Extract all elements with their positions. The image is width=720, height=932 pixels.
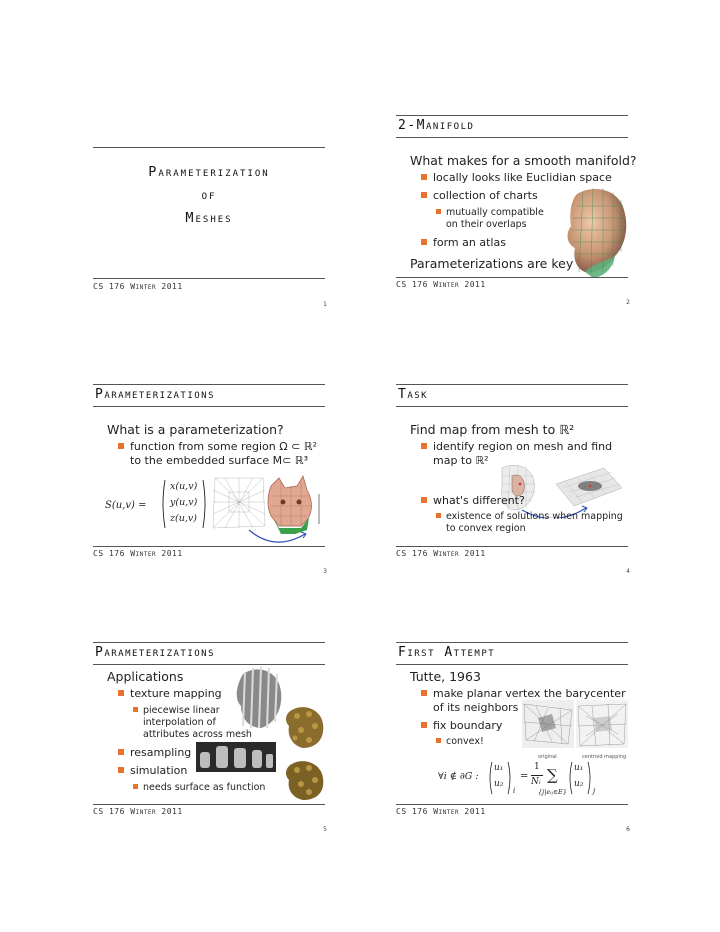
eq-u2-right: u₂ — [574, 779, 584, 789]
slide-divider — [93, 406, 325, 407]
page-number: 1 — [323, 301, 327, 308]
slide-footer: CS 176 Winter 2011 — [93, 549, 183, 558]
bullet-simulation: simulation — [130, 764, 188, 777]
title-line-2: of — [201, 187, 217, 203]
slide-1 — [93, 147, 325, 340]
title-line-1: Parameterization — [148, 164, 270, 180]
cat-image-credit-mark — [318, 494, 320, 524]
head-chart-figure — [563, 186, 631, 278]
slide-3 — [93, 384, 325, 577]
heading: What is a parameterization? — [107, 422, 284, 437]
bullet-identify-cont: map to ℝ² — [433, 454, 489, 467]
bullet-resampling: resampling — [130, 746, 192, 759]
textured-head-figure — [283, 704, 325, 750]
title-line-3: Meshes — [185, 210, 233, 226]
eq-frac-den: Nᵢ — [531, 777, 541, 787]
slide-divider — [93, 546, 325, 547]
slide-title: Parameterizations — [95, 645, 216, 660]
cat-head-mapping-figure — [209, 472, 321, 550]
sub-bullet-overlaps: on their overlaps — [446, 219, 527, 230]
bullet-different: what's different? — [433, 494, 525, 507]
eq-u2-left: u₂ — [494, 779, 504, 789]
label-centroid-mapping: centroid mapping — [582, 754, 627, 760]
eq-u1-right: u₁ — [574, 763, 584, 773]
bullet-function: function from some region Ω ⊂ ℝ² — [130, 440, 317, 453]
slide-divider — [93, 384, 325, 385]
page-number: 5 — [323, 826, 327, 833]
heading: Tutte, 1963 — [410, 669, 481, 684]
eq-u1-left: u₁ — [494, 763, 504, 773]
page-number: 6 — [626, 826, 630, 833]
eq-lhs: S(u,v) = — [105, 500, 147, 511]
page-number: 4 — [626, 568, 630, 575]
eq-sum-sub: {j|eᵢⱼ∈E} — [538, 788, 567, 796]
bullet-barycenter-cont: of its neighbors — [433, 701, 519, 714]
heading: Find map from mesh to ℝ² — [410, 422, 575, 437]
slide-divider — [93, 642, 325, 643]
eq-frac-num: 1 — [534, 762, 540, 772]
tutte-mesh-figure — [522, 700, 628, 750]
slide-2 — [396, 115, 637, 308]
resampling-figure — [196, 742, 276, 772]
sub-bullet-convex: to convex region — [446, 523, 526, 534]
eq-sum: ∑ — [547, 766, 558, 784]
slide-divider — [396, 804, 628, 805]
bullet-identify: identify region on mesh and find — [433, 440, 613, 453]
bullet-fix-boundary: fix boundary — [433, 719, 503, 732]
slide-divider — [396, 406, 628, 407]
eq-i: i — [513, 787, 516, 795]
slide-divider — [93, 278, 325, 279]
bullet-atlas: form an atlas — [433, 236, 506, 249]
sub-bullet-convex: convex! — [446, 736, 484, 747]
eq-j: j — [593, 787, 596, 795]
simulation-head-figure — [283, 758, 325, 802]
heading: What makes for a smooth manifold? — [410, 153, 637, 168]
eq-z: z(u,v) — [170, 513, 197, 524]
ear-mapping-figure — [494, 462, 624, 518]
sub-bullet-compatible: mutually compatible — [446, 207, 544, 218]
eq-equals: = — [520, 771, 529, 782]
slide-divider — [396, 642, 628, 643]
slide-divider — [396, 137, 628, 138]
sub-bullet-existence: existence of solutions when mapping — [446, 511, 623, 522]
sub-bullet-attributes: attributes across mesh — [143, 729, 252, 740]
heading: Applications — [107, 669, 184, 684]
slide-divider — [396, 546, 628, 547]
slide-title: 2-Manifold — [398, 118, 475, 133]
bullet-euclidian: locally looks like Euclidian space — [433, 171, 612, 184]
eq-frac-bar — [531, 775, 543, 776]
label-original: original — [538, 754, 557, 760]
bullet-barycenter: make planar vertex the barycenter — [433, 687, 626, 700]
slide-footer: CS 176 Winter 2011 — [93, 282, 183, 291]
slide-divider — [396, 277, 628, 278]
sub-bullet-linear: piecewise linear — [143, 705, 220, 716]
slide-footer: CS 176 Winter 2011 — [93, 807, 183, 816]
slide-divider — [396, 384, 628, 385]
bullet-texture: texture mapping — [130, 687, 222, 700]
slide-4 — [396, 384, 628, 577]
bullet-charts: collection of charts — [433, 189, 538, 202]
slide-divider — [93, 664, 325, 665]
slide-divider — [93, 147, 325, 148]
page-number: 3 — [323, 568, 327, 575]
slide-footer: CS 176 Winter 2011 — [396, 807, 486, 816]
slide-title: Parameterizations — [95, 387, 216, 402]
sub-bullet-function: needs surface as function — [143, 782, 266, 793]
slide-divider — [93, 804, 325, 805]
slide-5 — [93, 642, 325, 835]
slide-title: Task — [398, 387, 429, 402]
slide-title: First Attempt — [398, 645, 496, 660]
slide-divider — [396, 664, 628, 665]
eq-y: y(u,v) — [170, 497, 198, 508]
striped-head-figure — [233, 666, 285, 730]
slide-divider — [396, 115, 628, 116]
slide-footer: CS 176 Winter 2011 — [396, 549, 486, 558]
page-number: 2 — [626, 299, 630, 306]
slide-6 — [396, 642, 628, 835]
closing-line: Parameterizations are key — [410, 256, 574, 271]
sub-bullet-interp: interpolation of — [143, 717, 216, 728]
bullet-function-cont: to the embedded surface M⊂ ℝ³ — [130, 454, 309, 467]
slide-footer: CS 176 Winter 2011 — [396, 280, 486, 289]
eq-x: x(u,v) — [170, 481, 198, 492]
eq-forall: ∀i ∉ ∂G : — [438, 771, 479, 782]
